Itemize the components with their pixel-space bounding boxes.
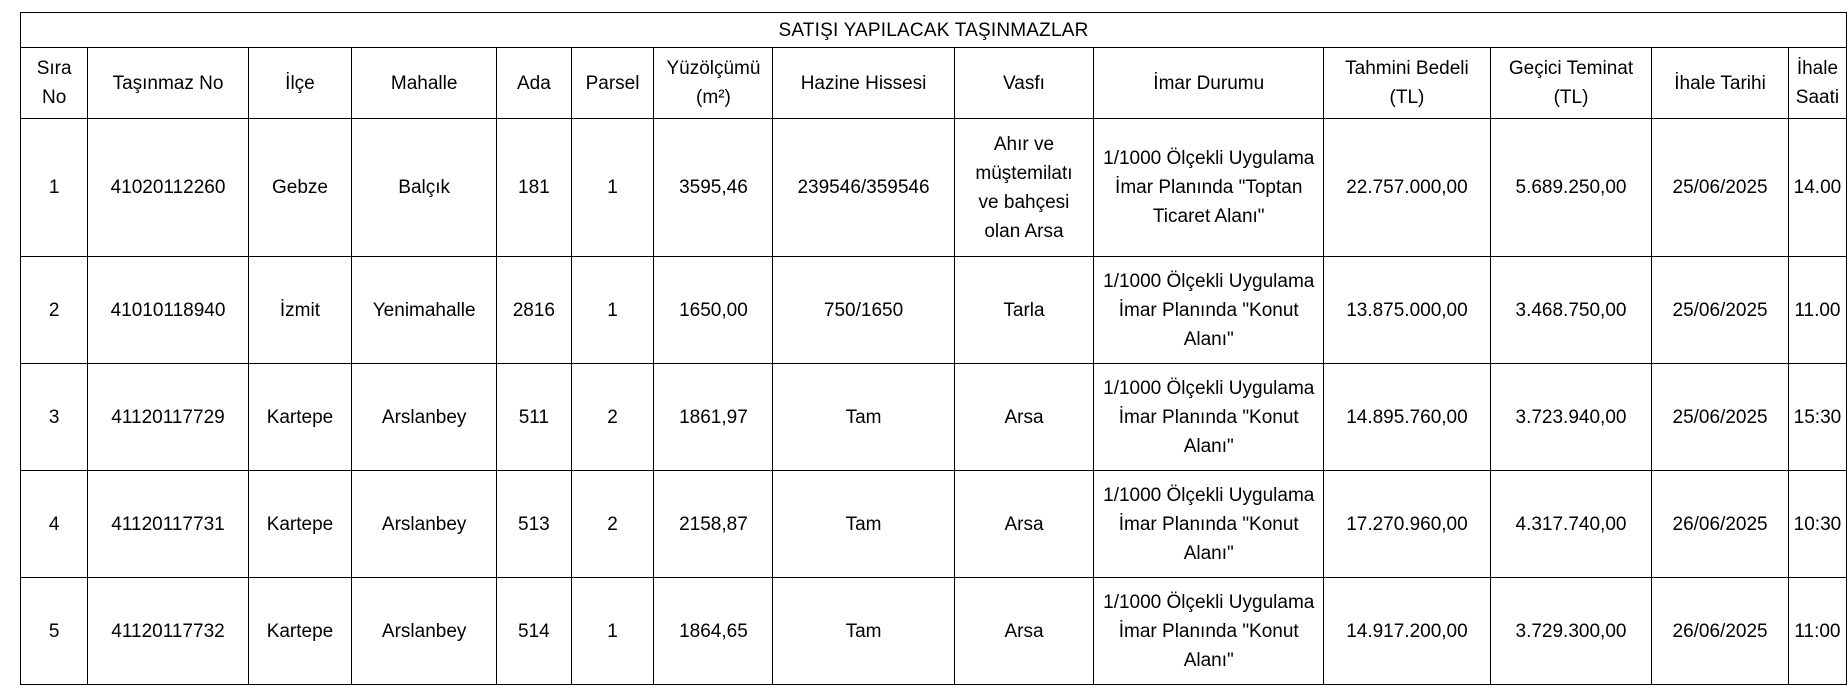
cell-tasinmaz-no: 41120117731 xyxy=(88,471,248,578)
cell-ada: 514 xyxy=(497,578,572,685)
cell-vasfi: Arsa xyxy=(954,578,1094,685)
table-row xyxy=(21,364,1847,471)
table-title: SATIŞI YAPILACAK TAŞINMAZLAR xyxy=(21,13,1847,48)
cell-ada: 511 xyxy=(497,364,572,471)
cell-parsel: 1 xyxy=(571,578,654,685)
cell-ihale-tarihi: 25/06/2025 xyxy=(1652,364,1789,471)
cell-tahmini-bedeli: 17.270.960,00 xyxy=(1324,471,1491,578)
header-hazine-hissesi: Hazine Hissesi xyxy=(773,48,954,119)
header-gecici-teminat: Geçici Teminat (TL) xyxy=(1490,48,1651,119)
cell-mahalle: Yenimahalle xyxy=(352,257,497,364)
cell-gecici-teminat: 4.317.740,00 xyxy=(1490,471,1651,578)
cell-hazine-hissesi: Tam xyxy=(773,471,954,578)
cell-yuzolcumu: 1864,65 xyxy=(654,578,773,685)
cell-ihale-tarihi: 25/06/2025 xyxy=(1652,119,1789,257)
cell-tahmini-bedeli: 14.917.200,00 xyxy=(1324,578,1491,685)
header-ihale-saati: İhale Saati xyxy=(1788,48,1846,119)
cell-ihale-saati: 10:30 xyxy=(1788,471,1846,578)
cell-parsel: 2 xyxy=(571,471,654,578)
cell-mahalle: Arslanbey xyxy=(352,578,497,685)
header-ihale-tarihi: İhale Tarihi xyxy=(1652,48,1789,119)
cell-mahalle: Arslanbey xyxy=(352,364,497,471)
table-row xyxy=(21,578,1847,685)
cell-imar-durumu: 1/1000 Ölçekli Uygulama İmar Planında "Konut Alanı" xyxy=(1094,364,1324,471)
cell-parsel: 1 xyxy=(571,257,654,364)
cell-sira: 4 xyxy=(21,471,88,578)
header-tahmini-bedeli: Tahmini Bedeli (TL) xyxy=(1324,48,1491,119)
cell-sira: 5 xyxy=(21,578,88,685)
cell-sira: 3 xyxy=(21,364,88,471)
cell-tasinmaz-no: 41120117729 xyxy=(88,364,248,471)
table-row xyxy=(21,119,1847,257)
cell-imar-durumu: 1/1000 Ölçekli Uygulama İmar Planında "Konut Alanı" xyxy=(1094,471,1324,578)
cell-sira: 2 xyxy=(21,257,88,364)
table-header-row xyxy=(21,48,1847,119)
cell-gecici-teminat: 5.689.250,00 xyxy=(1490,119,1651,257)
cell-hazine-hissesi: Tam xyxy=(773,364,954,471)
cell-hazine-hissesi: 239546/359546 xyxy=(773,119,954,257)
cell-tasinmaz-no: 41010118940 xyxy=(88,257,248,364)
cell-yuzolcumu: 3595,46 xyxy=(654,119,773,257)
cell-gecici-teminat: 3.468.750,00 xyxy=(1490,257,1651,364)
cell-mahalle: Arslanbey xyxy=(352,471,497,578)
header-ilce: İlçe xyxy=(248,48,352,119)
property-sale-table xyxy=(20,12,1847,685)
property-sale-table-container xyxy=(20,12,1847,685)
cell-vasfi: Tarla xyxy=(954,257,1094,364)
cell-sira: 1 xyxy=(21,119,88,257)
cell-hazine-hissesi: Tam xyxy=(773,578,954,685)
cell-ihale-tarihi: 26/06/2025 xyxy=(1652,578,1789,685)
header-parsel: Parsel xyxy=(571,48,654,119)
cell-yuzolcumu: 1861,97 xyxy=(654,364,773,471)
cell-ilce: İzmit xyxy=(248,257,352,364)
table-title-row xyxy=(21,13,1847,48)
cell-ihale-saati: 11.00 xyxy=(1788,257,1846,364)
header-yuzolcumu: Yüzölçümü (m²) xyxy=(654,48,773,119)
cell-vasfi: Arsa xyxy=(954,471,1094,578)
cell-parsel: 2 xyxy=(571,364,654,471)
cell-tasinmaz-no: 41020112260 xyxy=(88,119,248,257)
header-ada: Ada xyxy=(497,48,572,119)
cell-yuzolcumu: 1650,00 xyxy=(654,257,773,364)
cell-ada: 2816 xyxy=(497,257,572,364)
cell-vasfi: Ahır ve müştemilatı ve bahçesi olan Arsa xyxy=(954,119,1094,257)
cell-ilce: Kartepe xyxy=(248,364,352,471)
header-mahalle: Mahalle xyxy=(352,48,497,119)
cell-mahalle: Balçık xyxy=(352,119,497,257)
cell-ilce: Gebze xyxy=(248,119,352,257)
cell-tahmini-bedeli: 13.875.000,00 xyxy=(1324,257,1491,364)
cell-ilce: Kartepe xyxy=(248,471,352,578)
header-sira-no: Sıra No xyxy=(21,48,88,119)
cell-imar-durumu: 1/1000 Ölçekli Uygulama İmar Planında "Toptan Ticaret Alanı" xyxy=(1094,119,1324,257)
table-row xyxy=(21,471,1847,578)
cell-tahmini-bedeli: 14.895.760,00 xyxy=(1324,364,1491,471)
cell-vasfi: Arsa xyxy=(954,364,1094,471)
cell-ihale-saati: 11:00 xyxy=(1788,578,1846,685)
table-row xyxy=(21,257,1847,364)
cell-hazine-hissesi: 750/1650 xyxy=(773,257,954,364)
cell-gecici-teminat: 3.729.300,00 xyxy=(1490,578,1651,685)
cell-yuzolcumu: 2158,87 xyxy=(654,471,773,578)
cell-tasinmaz-no: 41120117732 xyxy=(88,578,248,685)
cell-ihale-tarihi: 26/06/2025 xyxy=(1652,471,1789,578)
cell-ilce: Kartepe xyxy=(248,578,352,685)
header-tasinmaz-no: Taşınmaz No xyxy=(88,48,248,119)
cell-ada: 181 xyxy=(497,119,572,257)
header-imar-durumu: İmar Durumu xyxy=(1094,48,1324,119)
cell-ihale-saati: 15:30 xyxy=(1788,364,1846,471)
cell-ada: 513 xyxy=(497,471,572,578)
cell-gecici-teminat: 3.723.940,00 xyxy=(1490,364,1651,471)
cell-ihale-tarihi: 25/06/2025 xyxy=(1652,257,1789,364)
cell-parsel: 1 xyxy=(571,119,654,257)
cell-ihale-saati: 14.00 xyxy=(1788,119,1846,257)
cell-tahmini-bedeli: 22.757.000,00 xyxy=(1324,119,1491,257)
cell-imar-durumu: 1/1000 Ölçekli Uygulama İmar Planında "Konut Alanı" xyxy=(1094,257,1324,364)
header-vasfi: Vasfı xyxy=(954,48,1094,119)
cell-imar-durumu: 1/1000 Ölçekli Uygulama İmar Planında "Konut Alanı" xyxy=(1094,578,1324,685)
